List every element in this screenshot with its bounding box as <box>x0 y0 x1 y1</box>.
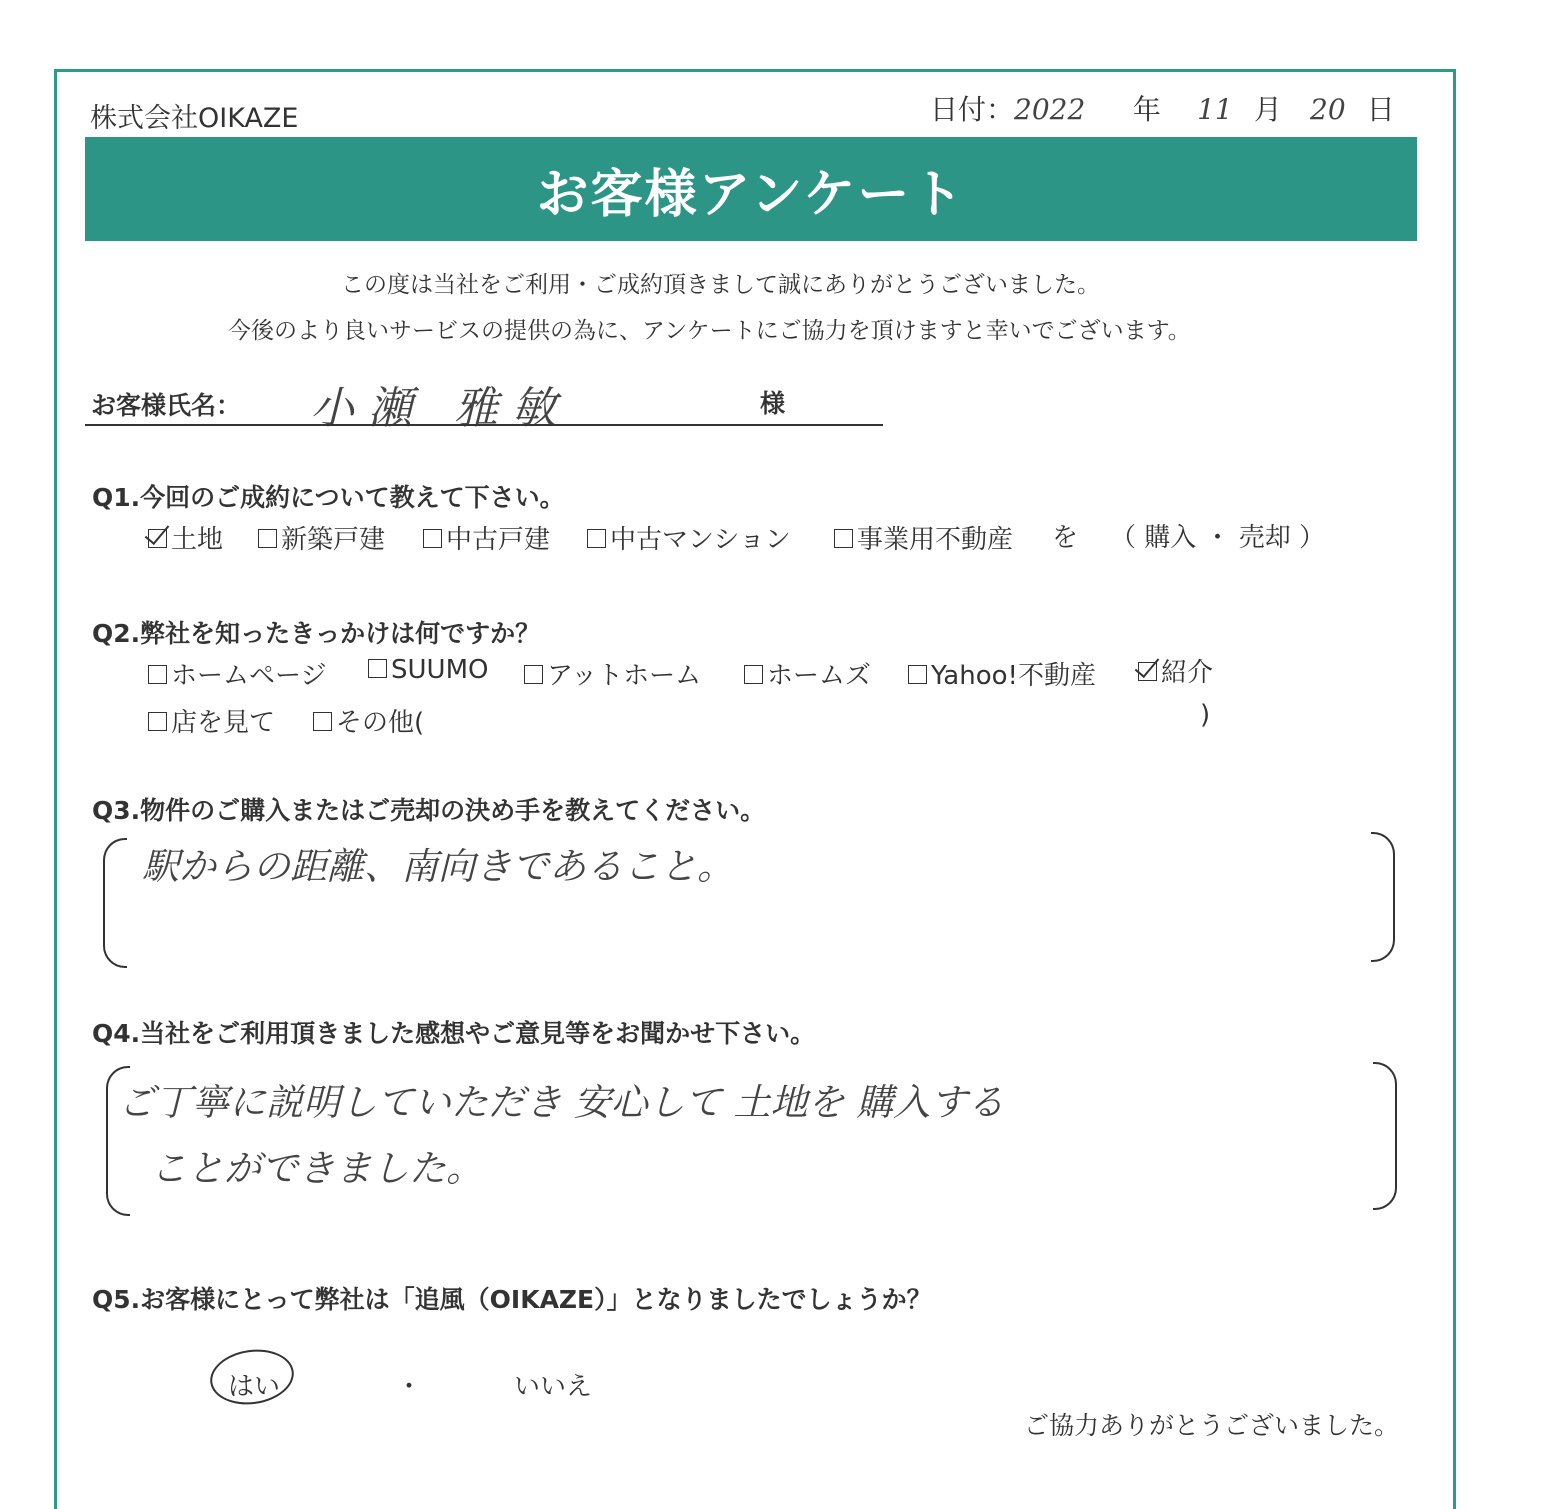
customer-name-value[interactable]: 小瀬 雅敏 <box>310 383 570 434</box>
date-row <box>930 88 1395 128</box>
checkbox-icon[interactable] <box>744 665 763 684</box>
checkbox-icon[interactable] <box>258 529 277 548</box>
q5-answer-yes[interactable]: はい <box>228 1372 281 1402</box>
date-day: 20 <box>1310 93 1346 126</box>
q4-question: Q4.当社をご利用頂きました感想やご意見等をお聞かせ下さい。 <box>92 1019 816 1048</box>
q1-option-land[interactable]: 土地 <box>148 519 223 556</box>
q1-purchase-sale-choice[interactable]: （ 購入 ・ 売却 ） <box>1110 523 1326 553</box>
checkbox-icon[interactable] <box>148 712 167 731</box>
checkbox-icon[interactable] <box>587 529 606 548</box>
date-year: 2022 <box>1014 93 1086 126</box>
q4-bracket-right <box>1373 1062 1397 1210</box>
date-year-unit: 年 <box>1132 93 1161 126</box>
date-label: 日付： <box>930 93 1015 126</box>
q2-option-referral[interactable]: 紹介 <box>1138 652 1213 689</box>
date-day-unit: 日 <box>1366 93 1395 126</box>
page-title: お客様アンケート <box>536 164 966 225</box>
thanks-message: ご協力ありがとうございました。 <box>1024 1411 1400 1440</box>
q5-question: Q5.お客様にとって弊社は「追風（OIKAZE）」となりましたでしょうか？ <box>92 1285 932 1314</box>
q2-option-store[interactable]: 店を見て <box>148 702 275 739</box>
checkbox-icon[interactable] <box>908 665 927 684</box>
q2-option-yahoo[interactable]: Yahoo!不動産 <box>908 655 1096 692</box>
intro-line-2: 今後のより良いサービスの提供の為に、アンケートにご協力を頂けますと幸いでございます。 <box>228 318 1191 344</box>
checkbox-checked-icon[interactable] <box>1138 662 1157 681</box>
q2-question: Q2.弊社を知ったきっかけは何ですか？ <box>92 619 541 648</box>
q2-option-suumo[interactable]: SUUMO <box>368 655 488 685</box>
q1-option-used-mansion[interactable]: 中古マンション <box>587 519 791 556</box>
q2-option-other[interactable]: その他( <box>313 702 424 739</box>
title-banner <box>85 137 1417 241</box>
company-name: 株式会社OIKAZE <box>90 103 299 134</box>
q1-option-business[interactable]: 事業用不動産 <box>834 519 1013 556</box>
q4-answer-line-2[interactable]: ことができました。 <box>150 1147 483 1190</box>
q3-answer[interactable]: 駅からの距離、南向きであること。 <box>142 845 734 888</box>
checkbox-icon[interactable] <box>834 529 853 548</box>
q3-bracket-left <box>103 838 127 968</box>
q2-option-athome[interactable]: アットホーム <box>524 655 701 692</box>
q2-option-homepage[interactable]: ホームページ <box>148 655 326 692</box>
q1-question: Q1.今回のご成約について教えて下さい。 <box>92 483 565 512</box>
q2-option-homes[interactable]: ホームズ <box>744 655 871 692</box>
q3-question: Q3.物件のご購入またはご売却の決め手を教えてください。 <box>92 796 766 825</box>
q4-answer-line-1[interactable]: ご丁寧に説明していただき 安心して 土地を 購入する <box>118 1081 1005 1124</box>
checkbox-icon[interactable] <box>148 665 167 684</box>
q1-option-used-house[interactable]: 中古戸建 <box>423 519 550 556</box>
checkbox-icon[interactable] <box>313 712 332 731</box>
customer-honorific: 様 <box>760 389 786 418</box>
checkbox-checked-icon[interactable] <box>148 529 167 548</box>
date-month: 11 <box>1197 93 1233 126</box>
q1-particle: を <box>1052 523 1079 553</box>
name-underline <box>85 424 883 426</box>
q5-separator: ・ <box>396 1372 423 1402</box>
checkbox-icon[interactable] <box>423 529 442 548</box>
q3-bracket-right <box>1371 832 1395 962</box>
q5-answer-no[interactable]: いいえ <box>514 1372 593 1402</box>
q2-other-close-paren: ) <box>1200 700 1211 730</box>
date-month-unit: 月 <box>1253 93 1282 126</box>
customer-name-label: お客様氏名： <box>91 391 242 420</box>
checkbox-icon[interactable] <box>368 659 387 678</box>
intro-line-1: この度は当社をご利用・ご成約頂きまして誠にありがとうございました。 <box>341 272 1100 298</box>
checkbox-icon[interactable] <box>524 665 543 684</box>
q1-option-new-house[interactable]: 新築戸建 <box>258 519 385 556</box>
